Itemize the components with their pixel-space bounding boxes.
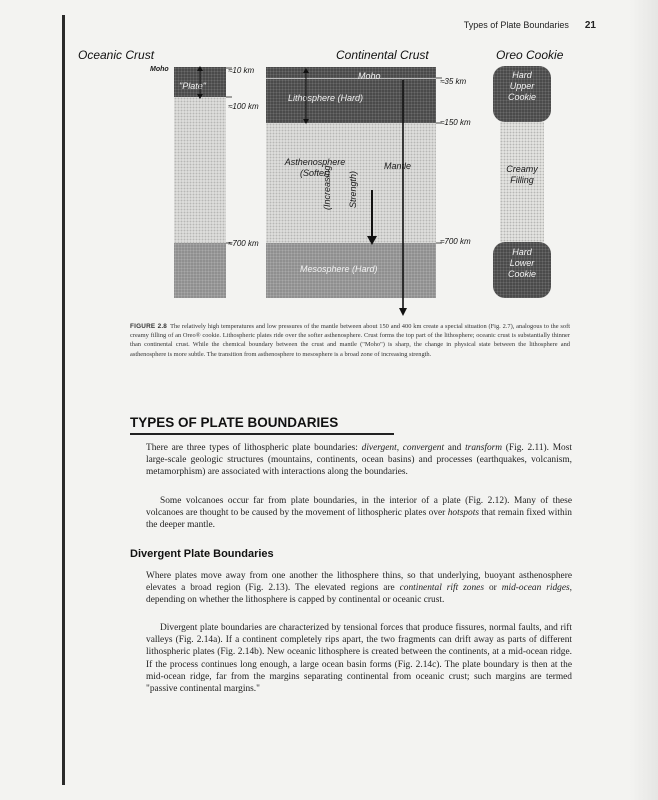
continental-depth-150: ≈150 km: [440, 118, 471, 127]
page-number: 21: [584, 20, 596, 31]
oceanic-depth-100: ≈100 km: [228, 102, 259, 111]
continental-depth-35: ≈35 km: [440, 77, 467, 86]
figure-label: FIGURE 2.8: [130, 323, 168, 330]
asthenosphere-softer-label: (Softer): [299, 168, 330, 178]
continental-moho-label: Moho: [358, 71, 381, 81]
book-page: [66, 0, 626, 800]
oreo-lower-1: Hard: [512, 247, 532, 257]
asthenosphere-label: Asthenosphere: [284, 157, 346, 167]
oreo-cookie-title: Oreo Cookie: [496, 48, 564, 62]
section-heading: TYPES OF PLATE BOUNDARIES: [130, 415, 339, 430]
section-paragraph-2: Some volcanoes occur far from plate boundaries, in the interior of a plate (Fig. 2.12). Many of these volcanoes are thought to be caused by the movement of lithospheric plates over hotspots that remain fixed within the deeper mantle.: [146, 496, 572, 531]
section-rule: [130, 433, 394, 435]
continental-depth-700: ≈700 km: [440, 237, 471, 246]
oreo-upper-2: Upper: [509, 81, 535, 91]
oreo-filling-2: Filling: [510, 175, 534, 185]
oceanic-depth-10: ≈10 km: [228, 66, 255, 75]
increasing-label: (Increasing: [322, 165, 332, 210]
lithosphere-label: Lithosphere (Hard): [288, 93, 364, 103]
oceanic-depth-700: ≈700 km: [228, 239, 259, 248]
oreo-lower-3: Cookie: [507, 269, 536, 279]
mesosphere-label: Mesosphere (Hard): [300, 264, 378, 274]
oreo-filling-1: Creamy: [506, 164, 538, 174]
running-title: Types of Plate Boundaries: [463, 20, 569, 30]
figure-caption: [130, 322, 570, 359]
continental-crust-title: Continental Crust: [336, 48, 429, 62]
page-edge-shadow: [62, 15, 65, 785]
subsection-paragraph-1: Where plates move away from one another the lithosphere thins, so that underlying, buoyant asthenosphere elevates a broad region (Fig. 2.13). The elevated regions are continental rift zones or mid-ocean ridges, depending on whether the lithosphere is capped by continental or oceanic crust.: [146, 571, 572, 606]
strength-label: Strength): [348, 170, 358, 208]
subsection-heading: Divergent Plate Boundaries: [130, 548, 274, 560]
page-gutter: [630, 0, 658, 800]
oceanic-moho-label: Moho: [150, 66, 169, 73]
caption-text: The relatively high temperatures and low pressures of the mantle between about 150 and 400 km create a special situation (Fig. 2.7), analogous to the soft creamy filling of an Oreo® cookie. Lithospheric plates ride over the softer asthenosphere. Crust forms the top part of the lithosphere; oceanic crust is substantially thinner than continental crust. While the chemical boundary between the crust and mantle ("Moho") is sharp, the change in physical state between the lithosphere and asthenosphere is more subtle. The transition from asthenosphere to mesosphere is a broad zone of increasing strength.: [130, 323, 570, 358]
subsection-paragraph-2: Divergent plate boundaries are characterized by tensional forces that produce fissures, normal faults, and rift valleys (Fig. 2.14a). If a continent completely rips apart, the two fragments can drift away as parts of different lithospheric plates (Fig. 2.14b). New oceanic lithosphere is created between the continents, at a mid-ocean ridge. If the process continues long enough, a large ocean basin forms (Fig. 2.14c). The plate boundary is then at the mid-ocean ridge, far from the margins separating continental from oceanic crust; such margins are termed "passive continental margins.": [146, 623, 572, 695]
oceanic-plate-label: "Plate": [179, 81, 206, 91]
running-header: [464, 20, 596, 31]
oceanic-crust-title: Oceanic Crust: [78, 48, 155, 62]
oreo-upper-3: Cookie: [507, 92, 536, 102]
oreo-upper-1: Hard: [512, 70, 532, 80]
figure-2-8: [66, 40, 626, 330]
section-paragraph-1: There are three types of lithospheric plate boundaries: divergent, convergent and transform (Fig. 2.11). Most large-scale geologic structures (mountains, continents, ocean basins) and processes (earthquakes, volcanism, metamorphism) are associated with interactions along the boundaries.: [146, 443, 572, 478]
mantle-label: Mantle: [384, 161, 412, 171]
oreo-lower-2: Lower: [509, 258, 535, 268]
